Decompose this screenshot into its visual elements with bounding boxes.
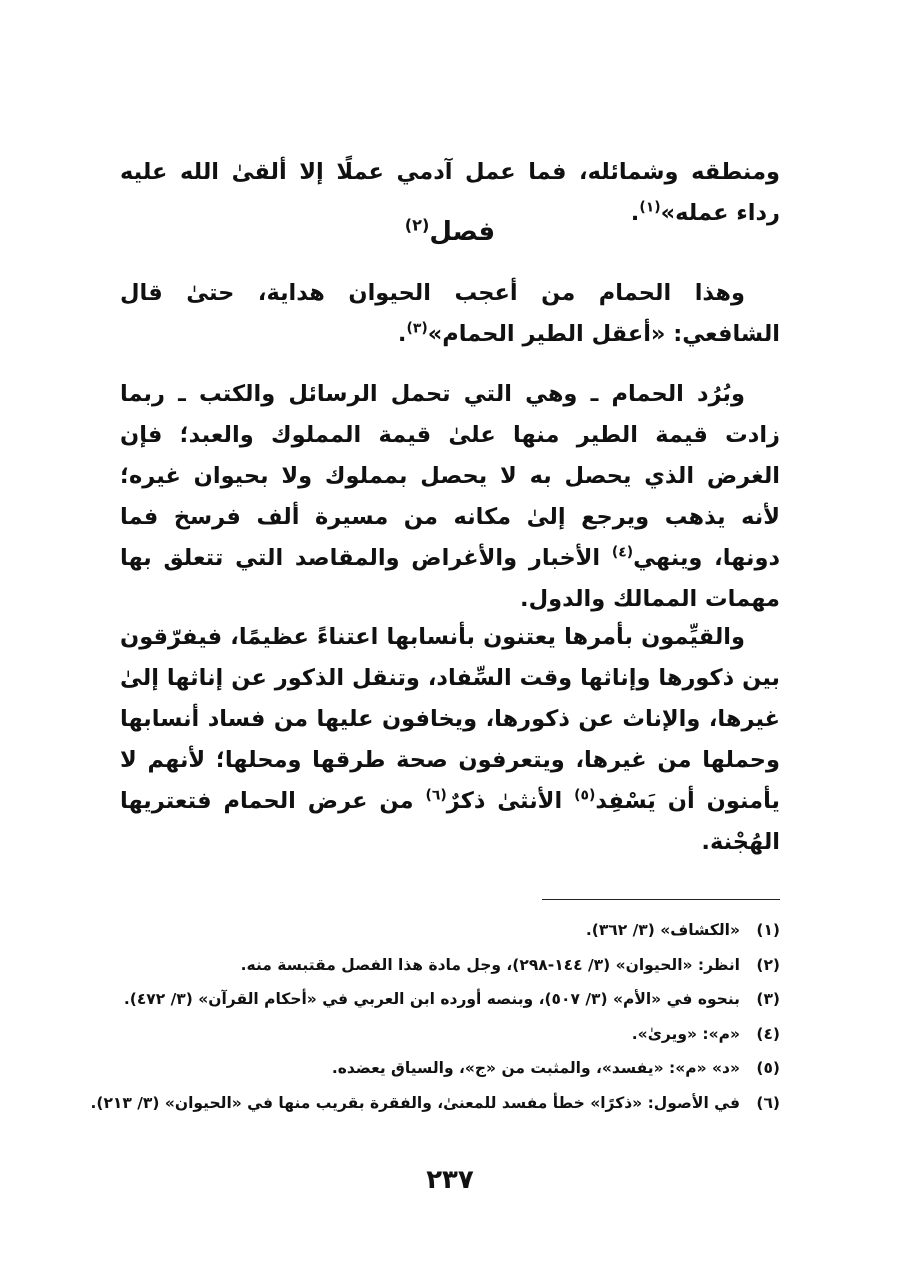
- footnote-separator: [542, 899, 780, 900]
- footnote-1: [120, 913, 780, 948]
- footnote-text: بنحوه في «الأم» (٣/ ٥٠٧)، وبنصه أورده ابن العربي في «أحكام القرآن» (٣/ ٤٧٢).: [123, 990, 740, 1008]
- footnote-text: انظر: «الحيوان» (٣/ ١٤٤-٢٩٨)، وجل مادة هذا الفصل مقتبسة منه.: [240, 955, 740, 974]
- paragraph-2-text-b: الأخبار والأغراض والمقاصد التي تتعلق بها مهمات الممالك والدول.: [120, 545, 780, 612]
- footnote-ref-1[interactable]: (١): [639, 199, 661, 216]
- paragraph-3-text-a: والقيِّمون بأمرها يعتنون بأنسابها اعتناءً عظيمًا، فيفرّقون بين ذكورها وإناثها وقت السِّفاد، وتنقل الذكور عن إناثها إلىٰ غيرها، والإناث عن ذكورها، ويخافون عليها من فساد أنسابها وحملها من غيرها، ويتعرفون صحة طرقها ومحلها؛ لأنهم لا يأمنون أن يَسْفِد: [120, 624, 780, 814]
- footnote-text: «م»: «ويرىٰ».: [631, 1024, 740, 1043]
- footnote-ref-5[interactable]: (٥): [574, 787, 596, 804]
- paragraph-3-text-c: من عرض الحمام فتعتريها الهُجْنة.: [120, 788, 780, 855]
- paragraph-3: [120, 617, 780, 863]
- footnote-text: «الكشاف» (٣/ ٣٦٢).: [585, 921, 740, 939]
- footnote-3: [120, 982, 780, 1017]
- footnote-5: [120, 1051, 780, 1086]
- opening-line-text: ومنطقه وشمائله، فما عمل آدمي عملًا إلا ألقىٰ الله عليه رداء عمله»: [120, 159, 780, 226]
- footnote-number: (٥): [756, 1059, 780, 1077]
- footnote-number: (١): [756, 921, 780, 939]
- section-heading: [120, 210, 780, 254]
- footnote-number: (٦): [756, 1093, 780, 1112]
- paragraph-1-end: .: [397, 321, 407, 347]
- page-number: ٢٣٧: [426, 1165, 474, 1195]
- footnote-text: في الأصول: «ذكرًا» خطأ مفسد للمعنىٰ، والفقرة بقريب منها في «الحيوان» (٣/ ٢١٣).: [90, 1093, 740, 1112]
- footnote-ref-3[interactable]: (٣): [406, 320, 428, 337]
- footnote-ref-6[interactable]: (٦): [425, 787, 447, 804]
- paragraph-1: [120, 273, 780, 355]
- footnote-6: [90, 1086, 780, 1121]
- paragraph-2: [120, 374, 780, 620]
- opening-line-end: .: [630, 200, 640, 226]
- section-heading-text: فصل: [429, 217, 496, 247]
- footnote-text: «د» «م»: «يفسد»، والمثبت من «ج»، والسياق يعضده.: [331, 1059, 740, 1077]
- footnote-ref-2[interactable]: (٢): [404, 215, 430, 235]
- footnote-2: [120, 948, 780, 983]
- footnotes: [90, 913, 780, 1120]
- footnote-number: (٣): [756, 990, 780, 1008]
- paragraph-1-text: وهذا الحمام من أعجب الحيوان هداية، حتىٰ قال الشافعي: «أعقل الطير الحمام»: [120, 280, 780, 347]
- paragraph-2-text-a: وبُرُد الحمام ـ وهي التي تحمل الرسائل والكتب ـ ربما زادت قيمة الطير منها علىٰ قيمة المملوك والعبد؛ فإن الغرض الذي يحصل به لا يحصل بمملوك ولا بحيوان غيره؛ لأنه يذهب ويرجع إلىٰ مكانه من مسيرة ألف فرسخ فما دونها، وينهي: [120, 381, 780, 571]
- footnote-number: (٢): [756, 955, 780, 974]
- footnote-number: (٤): [756, 1024, 780, 1043]
- footnote-ref-4[interactable]: (٤): [611, 544, 634, 561]
- footnote-4: [120, 1017, 780, 1052]
- paragraph-3-text-b: الأنثىٰ ذكرٌ: [446, 788, 575, 814]
